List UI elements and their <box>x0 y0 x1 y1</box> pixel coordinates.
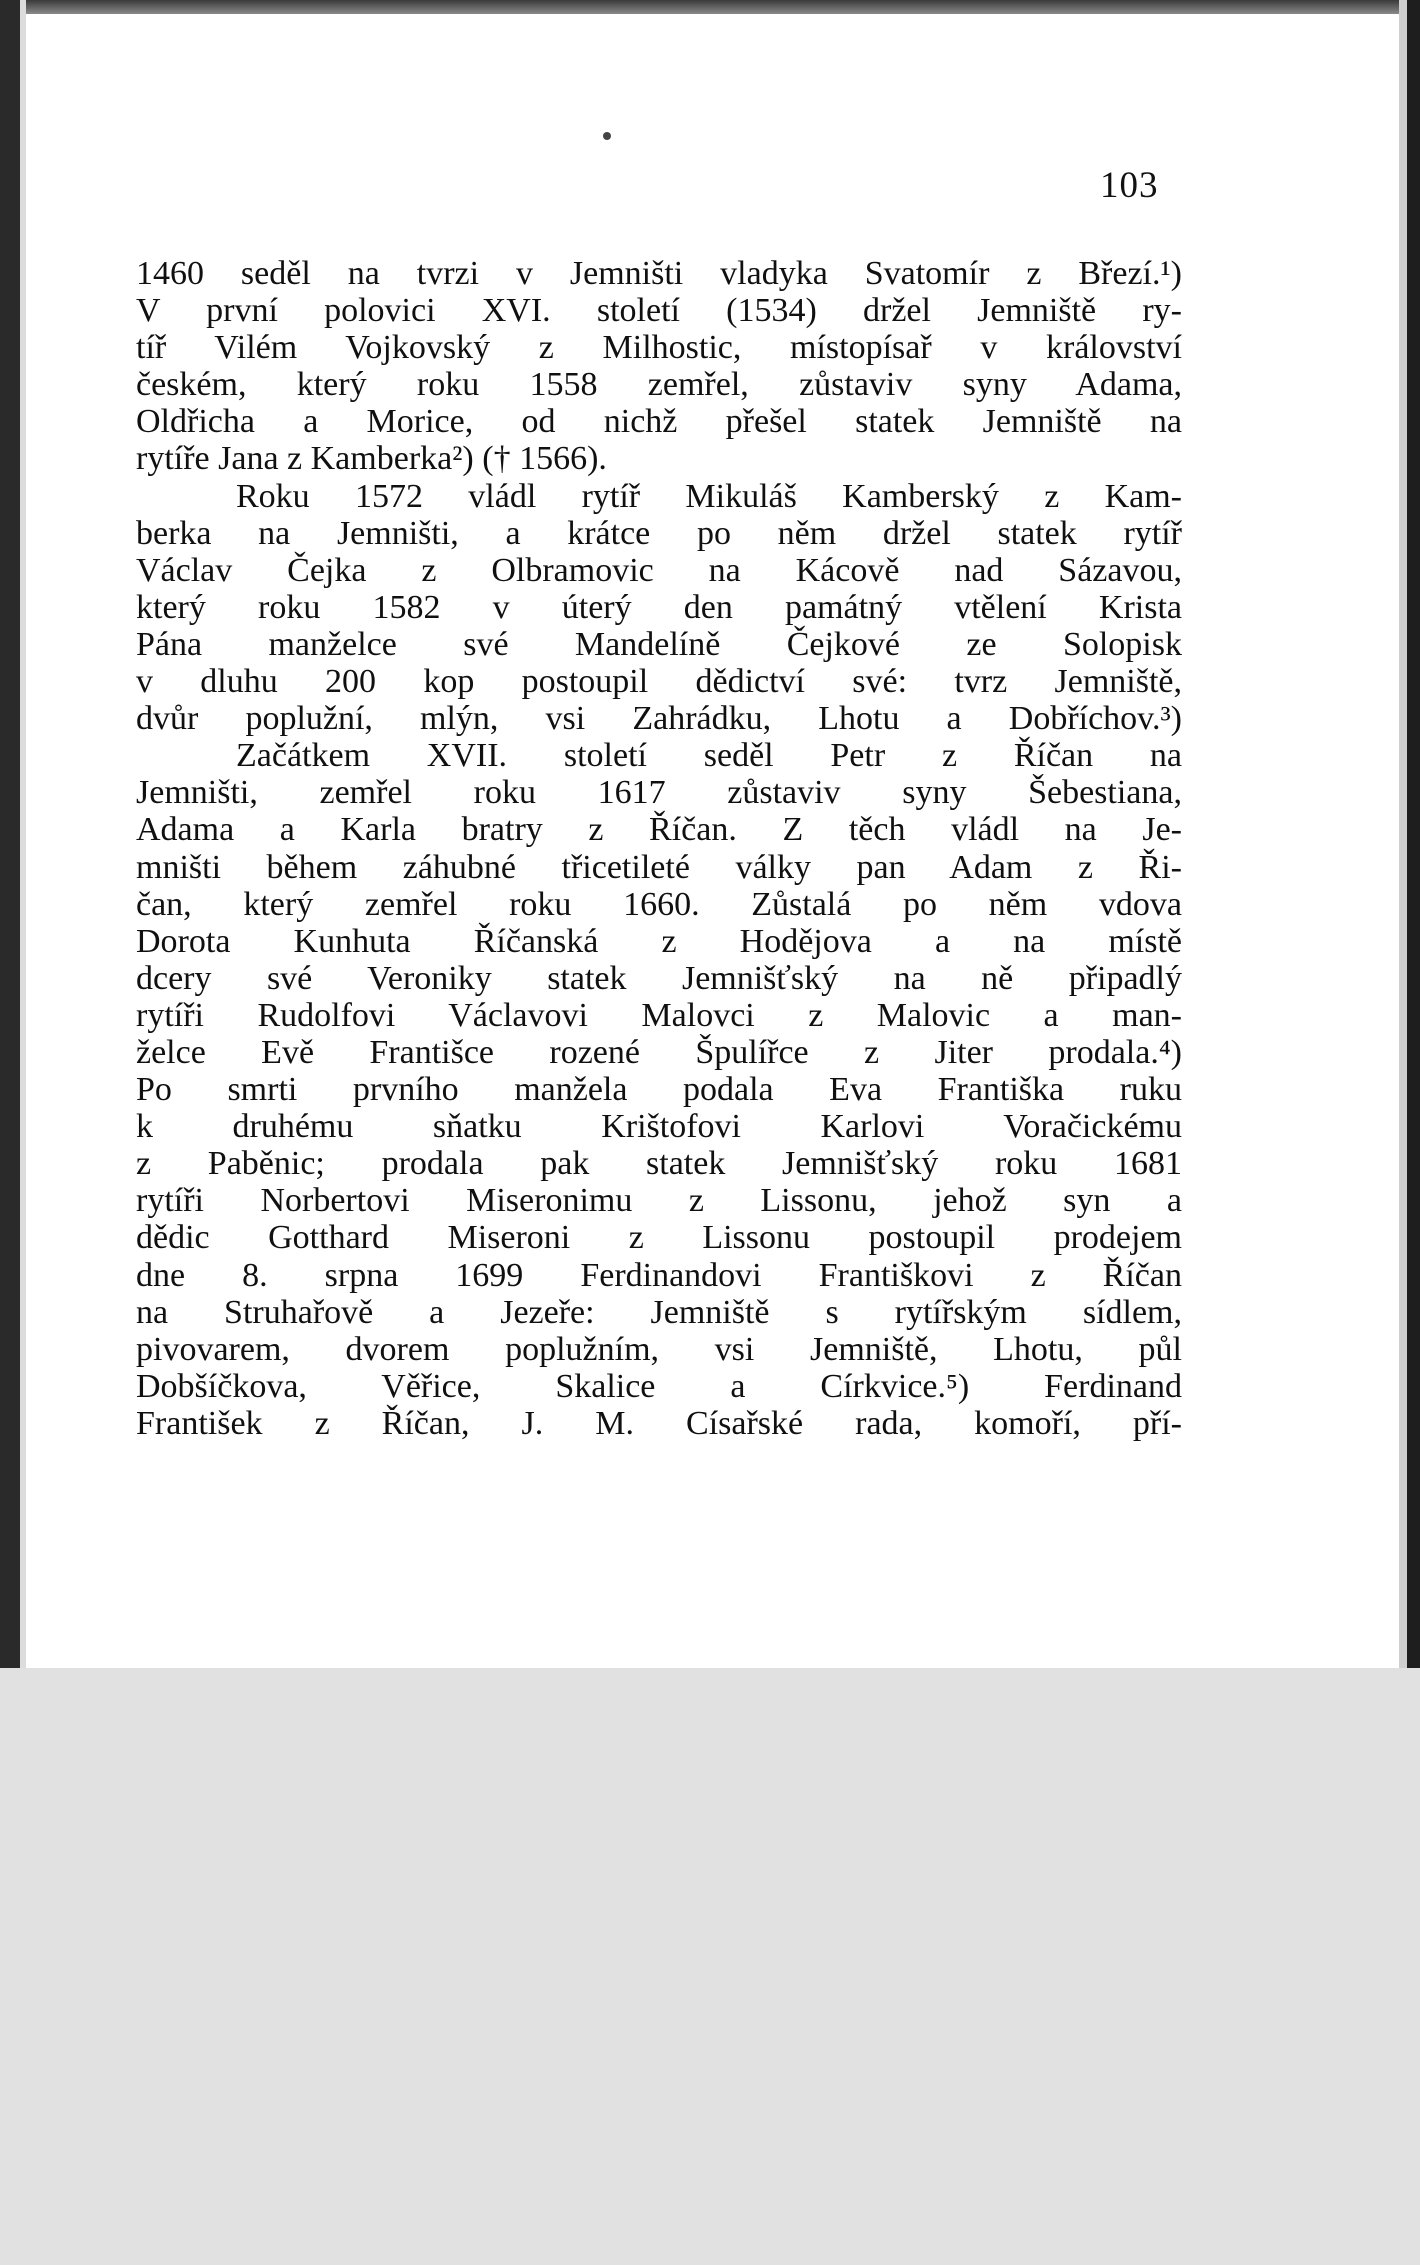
text-line: který roku 1582 v úterý den památný vtělení Krista <box>136 588 1182 626</box>
text-line: 1460 seděl na tvrzi v Jemništi vladyka Svatomír z Březí.¹) <box>136 255 1182 292</box>
blank-scan-area <box>0 1668 1420 2265</box>
scan-right-edge <box>1407 0 1420 1668</box>
text-line: rytíři Rudolfovi Václavovi Malovci z Malovic a man- <box>136 996 1182 1034</box>
text-line: čan, který zemřel roku 1660. Zůstalá po něm vdova <box>136 885 1182 923</box>
text-line: Adama a Karla bratry z Říčan. Z těch vládl na Je- <box>136 811 1182 849</box>
scan-top-edge <box>0 0 1420 14</box>
text-line: dcery své Veroniky statek Jemnišťský na ně připadlý <box>136 959 1182 997</box>
scan-left-margin <box>20 0 26 1668</box>
text-line: k druhému sňatku Krištofovi Karlovi Voračickému <box>136 1108 1182 1146</box>
text-line: v dluhu 200 kop postoupil dědictví své: tvrz Jemniště, <box>136 663 1182 701</box>
text-line: rytíře Jana z Kamberka²) († 1566). <box>136 440 607 478</box>
text-line: na Struhařově a Jezeře: Jemniště s rytířským sídlem, <box>136 1293 1182 1331</box>
scan-left-edge <box>0 0 20 1668</box>
text-line: Oldřicha a Morice, od nichž přešel statek Jemniště na <box>136 403 1182 441</box>
ink-dot <box>603 132 611 140</box>
text-line: dvůr poplužní, mlýn, vsi Zahrádku, Lhotu a Dobříchov.³) <box>136 700 1182 738</box>
text-line: berka na Jemništi, a krátce po něm držel statek rytíř <box>136 514 1182 552</box>
text-line: želce Evě Františce rozené Špulířce z Jiter prodala.⁴) <box>136 1033 1182 1071</box>
text-line: českém, který roku 1558 zemřel, zůstaviv syny Adama, <box>136 366 1182 404</box>
text-line: pivovarem, dvorem poplužním, vsi Jemniště, Lhotu, půl <box>136 1330 1182 1368</box>
text-line: Po smrti prvního manžela podala Eva Františka ruku <box>136 1071 1182 1109</box>
text-line: tíř Vilém Vojkovský z Milhostic, místopísař v království <box>136 329 1182 367</box>
text-line: Jemništi, zemřel roku 1617 zůstaviv syny Šebestiana, <box>136 774 1182 812</box>
text-line: Dorota Kunhuta Říčanská z Hodějova a na místě <box>136 922 1182 960</box>
text-line: rytíři Norbertovi Miseronimu z Lissonu, jehož syn a <box>136 1182 1182 1220</box>
text-line: Dobšíčkova, Věřice, Skalice a Církvice.⁵) Ferdinand <box>136 1367 1182 1405</box>
text-line: Začátkem XVII. století seděl Petr z Říčan na <box>236 737 1182 775</box>
page-number: 103 <box>1100 165 1159 206</box>
text-line: Roku 1572 vládl rytíř Mikuláš Kamberský z Kam- <box>236 477 1182 515</box>
text-line: Václav Čejka z Olbramovic na Kácově nad Sázavou, <box>136 551 1182 589</box>
text-line: dne 8. srpna 1699 Ferdinandovi Františkovi z Říčan <box>136 1256 1182 1294</box>
text-line: František z Říčan, J. M. Císařské rada, komoří, pří- <box>136 1404 1182 1442</box>
body-text <box>136 255 1182 1442</box>
text-line: V první polovici XVI. století (1534) držel Jemniště ry- <box>136 292 1182 330</box>
text-line: Pána manželce své Mandelíně Čejkové ze Solopisk <box>136 625 1182 663</box>
text-line: mništi během záhubné třicetileté války pan Adam z Ři- <box>136 848 1182 886</box>
text-line: z Paběnic; prodala pak statek Jemnišťský roku 1681 <box>136 1145 1182 1183</box>
scan-right-margin <box>1399 0 1407 1668</box>
text-line: dědic Gotthard Miseroni z Lissonu postoupil prodejem <box>136 1219 1182 1257</box>
